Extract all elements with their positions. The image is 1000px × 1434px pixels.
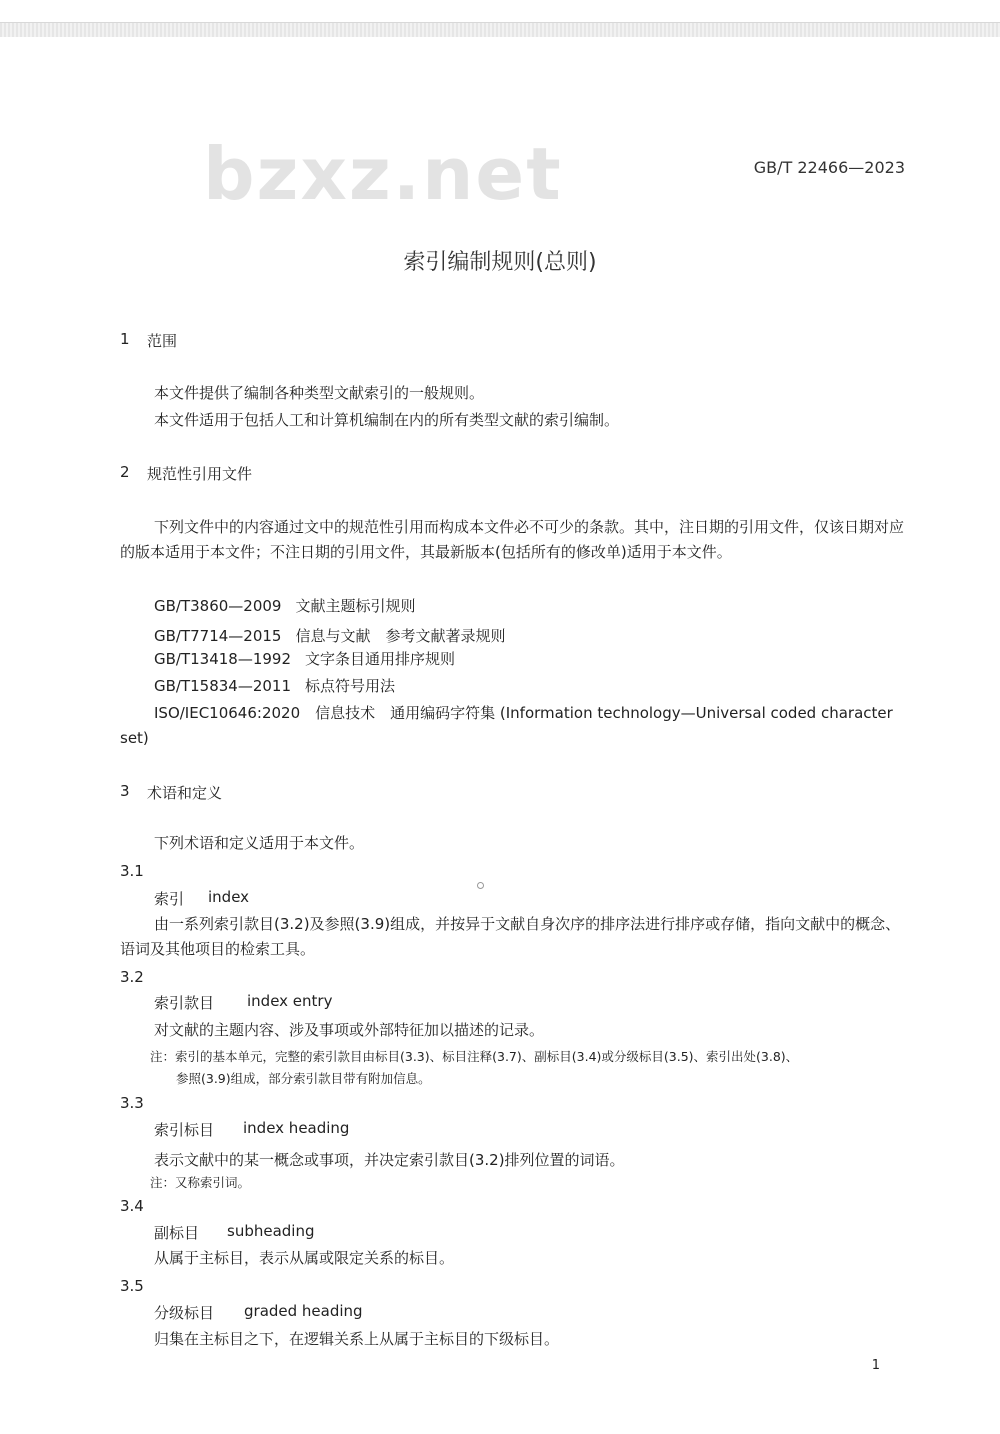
viewer-top-divider: [0, 22, 1000, 37]
section-2-title: 规范性引用文件: [147, 465, 253, 483]
section-1-title: 范围: [147, 332, 178, 350]
term-en: index: [208, 888, 250, 906]
viewer-top-band: [0, 0, 1000, 22]
section-3-number: 3: [120, 782, 130, 800]
reference-item: [154, 648, 469, 669]
reference-name: 信息与文献 参考文献著录规则: [295, 627, 506, 645]
section-2-para-1: 下列文件中的内容通过文中的规范性引用而构成本文件必不可少的条款。其中，注日期的引用文件，仅该日期对应的版本适用于本文件；不注日期的引用文件，其最新版本(包括所有的修改单)适用于本文件。: [120, 518, 905, 561]
reference-code: GB/T15834—2011: [154, 677, 292, 695]
stray-mark: [477, 882, 484, 889]
term-number: 3.3: [120, 1094, 144, 1112]
reference-name: 标点符号用法: [305, 677, 396, 695]
term-number: 3.5: [120, 1277, 144, 1295]
term-definition: 由一系列索引款目(3.2)及参照(3.9)组成，并按异于文献自身次序的排序法进行排序或存储，指向文献中的概念、语词及其他项目的检索工具。: [120, 915, 901, 958]
section-1-para-1: 本文件提供了编制各种类型文献索引的一般规则。: [154, 384, 485, 402]
reference-name: 文献主题标引规则: [295, 597, 416, 615]
term-en: index heading: [243, 1119, 350, 1137]
section-3-intro: 下列术语和定义适用于本文件。: [154, 834, 365, 852]
term-zh: 副标目: [154, 1224, 200, 1242]
term-note: 注：又称索引词。: [150, 1175, 251, 1190]
document-title: 索引编制规则(总则): [403, 250, 597, 275]
reference-iso: ISO/IEC10646:2020 信息技术 通用编码字符集 (Information technology—Universal coded character set): [120, 704, 893, 747]
section-2-number: 2: [120, 463, 130, 481]
reference-code: GB/T3860—2009: [154, 597, 282, 615]
term-definition: 从属于主标目，表示从属或限定关系的标目。: [154, 1249, 455, 1267]
watermark: bzxz.net: [203, 132, 563, 216]
term-en: index entry: [247, 992, 333, 1010]
term-note-continued: 参照(3.9)组成，部分索引款目带有附加信息。: [176, 1071, 431, 1086]
section-1-para-2: 本文件适用于包括人工和计算机编制在内的所有类型文献的索引编制。: [154, 411, 620, 429]
page-number: 1: [871, 1358, 880, 1373]
reference-code: GB/T7714—2015: [154, 627, 282, 645]
term-zh: 索引款目: [154, 994, 215, 1012]
term-number: 3.4: [120, 1197, 144, 1215]
term-note: 注：索引的基本单元，完整的索引款目由标目(3.3)、标目注释(3.7)、副标目(3.4)或分级标目(3.5)、索引出处(3.8)、: [150, 1049, 799, 1064]
section-3-title: 术语和定义: [147, 784, 223, 802]
standard-number: GB/T 22466—2023: [753, 158, 905, 177]
term-en: subheading: [227, 1222, 315, 1240]
reference-name: 文字条目通用排序规则: [305, 650, 456, 668]
term-definition: 对文献的主题内容、涉及事项或外部特征加以描述的记录。: [154, 1021, 545, 1039]
reference-item: [154, 675, 409, 696]
reference-item: [154, 625, 520, 646]
reference-code: GB/T13418—1992: [154, 650, 292, 668]
section-1-number: 1: [120, 330, 130, 348]
term-number: 3.1: [120, 862, 144, 880]
term-zh: 索引: [154, 890, 185, 908]
term-number: 3.2: [120, 968, 144, 986]
term-definition: 归集在主标目之下，在逻辑关系上从属于主标目的下级标目。: [154, 1330, 560, 1348]
term-en: graded heading: [244, 1302, 363, 1320]
term-definition: 表示文献中的某一概念或事项，并决定索引款目(3.2)排列位置的词语。: [154, 1151, 625, 1169]
term-zh: 分级标目: [154, 1304, 215, 1322]
term-zh: 索引标目: [154, 1121, 215, 1139]
reference-item: [154, 595, 430, 616]
